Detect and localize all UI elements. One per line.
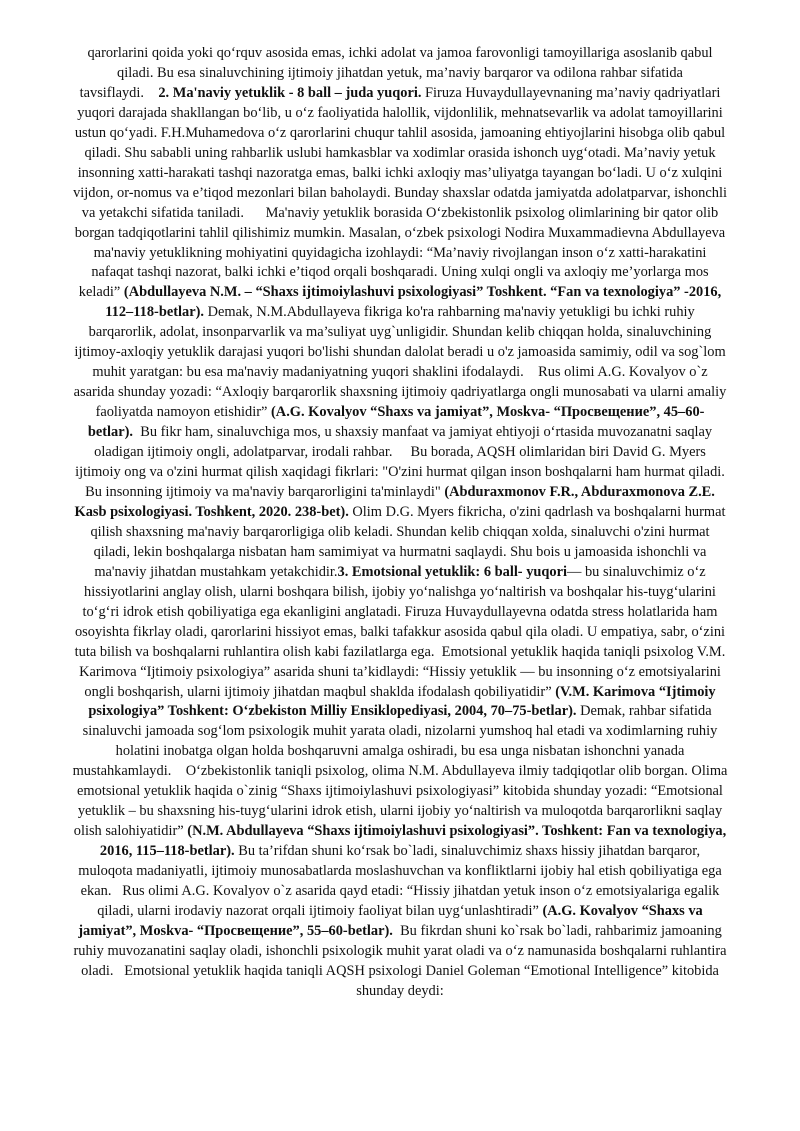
text-segment: Bu ta’rifdan shuni ko‘rsak bo`ladi, sinaluvchimiz shaxs hissiy jihatdan barqaror, muloqota madaniyatli, ijtimoiy munosabatlarda moslashuvchan va konfliktlarni ijobiy hal etish qobiliyatiga ega ekan. [78,843,722,900]
text-segment: Olim D.G. Myers fikricha, o'zini qadrlash va boshqalarni hurmat qilish shaxsning ma'naviy barqarorligiga olib keladi. Shundan kelib chiqqan xolda, sinaluvchi o'zini hurmat qiladi, lekin boshqalarga nisbatan ham samimiyat va hurmatni saqlaydi. Shu bois u jamoasida ishonchli va ma'naviy jihatdan mustahkam yetakchidir. [90,503,726,580]
citation: (A.G. Kovalyov “Shaxs va jamiyat”, Moskva- “Просвещение”, 55–60-betlar). [78,902,703,939]
text-segment: Bu fikrdan shuni ko`rsak bo`ladi, rahbarimiz jamoaning ruhiy muvozanatini saqlay oladi, ishonchli psixologik muhit yarat oladi va o‘z namunasida boshqalarni ruhlantira oladi. [73,922,727,979]
citation: (Abduraxmonov F.R., Abduraxmonova Z.E. Kasb psixologiyasi. Toshkent, 2020. 238-bet). [74,483,715,520]
text-segment: Bu borada, AQSH olimlaridan biri David G. Myers ijtimoiy ong va o'zini hurmat qilish xaqidagi fikrlari: "O'zini hurmat qilgan inson boshqalarni ham hurmat qiladi. Bu insonning ijtimoiy va ma'naviy barqarorligini ta'minlaydi" [75,444,725,500]
text-segment: Rus olimi A.G. Kovalyov o`z asarida qayd etadi: “Hissiy jihatdan yetuk inson o‘z emotsiyalariga egalik qiladi, ularni irodaviy nazorat orqali ijtimoiy faoliyat bilan uyg‘unlashtiradi” [97,883,720,919]
text-segment: Rus olimi A.G. Kovalyov o`z asarida shunday yozadi: “Axloqiy barqarorlik shaxsning ijtimoiy qadriyatlarga ongli munosabati va ularni amaliy faoliyatda namoyon etishidir” [73,364,727,421]
text-segment: Emotsional yetuklik haqida taniqli psixolog V.M. Karimova “Ijtimoiy psixologiya” asarida shuni ta’kidlaydi: “Hissiy yetuklik — bu insonning o‘z emotsiyalarini ongli boshqarish, ularni ijtimoiy jihatdan maqbul shaklda ifodalash qobiliyatidir” [79,643,726,700]
citation: (V.M. Karimova “Ijtimoiy psixologiya” Toshkent: O‘zbekiston Milliy Ensiklopediyasi, 2004, 70–75-betlar). [88,683,716,720]
text-segment: qarorlarini qoida yoki qo‘rquv asosida emas, ichki adolat va jamoa farovonligi tamoyillariga asoslanib qabul qiladi. Bu esa sinaluvchining ijtimoiy jihatdan yetuk, ma’naviy barqaror va odilona rahbar sifatida tavsiflaydi. [79,45,713,101]
citation: (A.G. Kovalyov “Shaxs va jamiyat”, Moskva- “Просвещение”, 45–60-betlar). [87,404,705,441]
body-paragraph [72,44,728,1002]
text-segment: — bu sinaluvchimiz o‘z hissiyotlarini anglay olish, ularni boshqara bilish, ijobiy yo‘nalishga yo‘naltirish va boshqalar his-tuyg‘ularini to‘g‘ri idrok etish qobiliyatiga ega ekanligini anglatadi. Firuza Huvaydullayevna odatda stress holatlarida ham osoyishta fikrlay oladi, qarorlarini hissiyot emas, balki tafakkur asosida qabul qila oladi. U empatiya, sabr, o‘zini tuta bilish va boshqalarni ruhlantira olish kabi fazilatlarga ega. [74,563,726,660]
text-segment: Bu fikr ham, sinaluvchiga mos, u shaxsiy manfaat va jamiyat ehtiyoji o‘rtasida muvozanatni saqlay oladigan ijtimoiy ongli, adolatparvar, irodali rahbar. [94,424,713,461]
text-segment: Emotsional yetuklik haqida taniqli AQSH psixologi Daniel Goleman “Emotional Intelligence” kitobida shunday deydi: [124,962,719,999]
section-heading-spiritual-maturity: 2. Ma'naviy yetuklik - 8 ball – juda yuqori. [158,84,422,101]
citation: (Abdullayeva N.M. – “Shaxs ijtimoiylashuvi psixologiyasi” Toshkent. “Fan va texnologiya” -2016, 112–118-betlar). [105,284,722,321]
text-segment: O‘zbekistonlik taniqli psixolog, olima N.M. Abdullayeva ilmiy tadqiqotlar olib borgan. Olima emotsional yetuklik haqida o`zinig “Shaxs ijtimoiylashuvi psixologiyasi” kitobida shunday yozadi: “Emotsional yetuklik – bu shaxsning his-tuyg‘ularini idrok etish, ularni ijobiy yo‘naltirish va muloqotda barqarorlikni saqlay olish salohiyatidir” [73,763,728,840]
citation: (N.M. Abdullayeva “Shaxs ijtimoiylashuvi psixologiyasi”. Toshkent: Fan va texnologiya, 2016, 115–118-betlar). [99,823,727,860]
text-segment: Demak, N.M.Abdullayeva fikriga ko'ra rahbarning ma'naviy yetukligi bu ichki ruhiy barqarorlik, adolat, insonparvarlik va ma’suliyat uyg`unligidir. Shundan kelib chiqqan holda, sinaluvchining ijtimoy-axloqiy yetuklik darajasi yuqori bo'lishi shundan dalolat beradi u o'z jamoasida samimiy, odil va sog`lom muhit yaratgan: bu esa ma'naviy madaniyatning yuqori shaklini ifodalaydi. [74,304,726,381]
text-segment: Ma'naviy yetuklik borasida O‘zbekistonlik psixolog olimlarining bir qator olib borgan tadqiqotlarini tahlil qilishimiz mumkin. Masalan, o‘zbek psixologi Nodira Muxammadievna Abdullayeva ma'naviy yetuklikning mohiyatini quyidagicha izohlaydi: “Ma’naviy rivojlangan inson o‘z xatti-harakatini nafaqat tashqi nazorat, balki ichki e’tiqod orqali boshqaradi. Uning xulqi ongli va axloqiy me’yorlarga mos keladi” [74,204,726,301]
text-segment: Demak, rahbar sifatida sinaluvchi jamoada sog‘lom psixologik muhit yarata oladi, nizolarni yumshoq hal etadi va xodimlarning ruhiy holatini inobatga olgan holda boshqaruvni amalga oshiradi, bu esa unga nisbatan ishonchni yanada mustahkamlaydi. [72,703,718,780]
text-segment: Firuza Huvaydullayevnaning ma’naviy qadriyatlari yuqori darajada shakllangan bo‘lib, u o‘z faoliyatida halollik, vijdonlilik, mehnatsevarlik va adolat tamoyillarini ustun qo‘yadi. F.H.Muhamedova o‘z qarorlarini chuqur tahlil asosida, jamoaning ehtiyojlarini hisobga olib qabul qiladi. Shu sababli uning rahbarlik uslubi hamkasblar va xodimlar orasida ishonch uyg‘otadi. Ma’naviy yetuk insonning xatti-harakati tashqi nazoratga emas, balki ichki axloqiy mas’uliyatga tayangan bo‘ladi. U o‘z xulqini vijdon, or-nomus va e’tiqod mezonlari bilan baholaydi. Bunday shaxslar odatda jamiyatda adolatparvar, ishonchli va yetakchi sifatida taniladi. [73,84,727,221]
section-heading-emotional-maturity: 3. Emotsional yetuklik: 6 ball- yuqori [337,563,567,580]
